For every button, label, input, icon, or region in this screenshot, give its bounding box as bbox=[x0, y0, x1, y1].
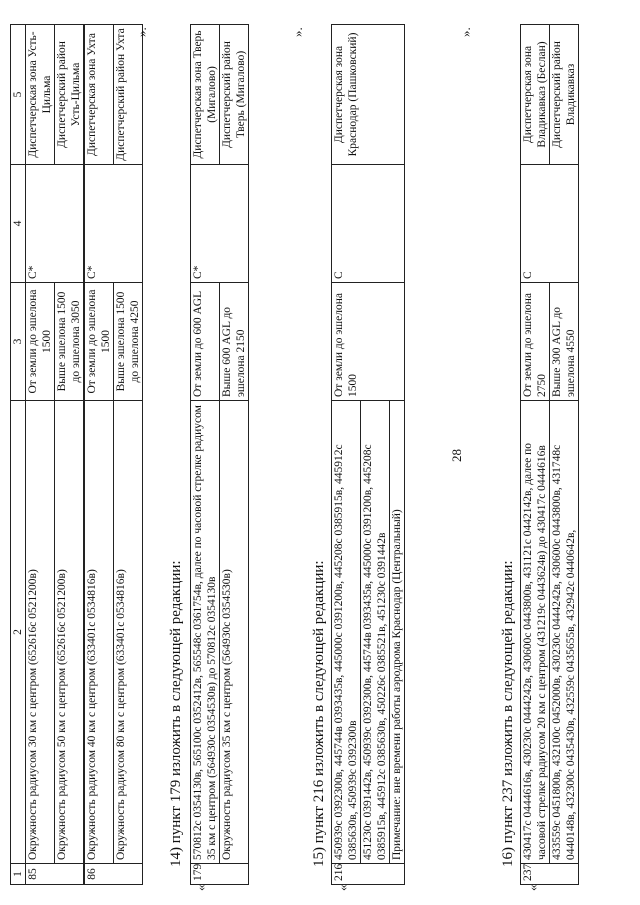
control-unit: Диспетчерский район Владикавказ bbox=[550, 25, 579, 165]
airspace-class: C* bbox=[84, 165, 143, 283]
altitude-limits: Выше 300 AGL до эшелона 4550 bbox=[550, 283, 579, 401]
item-16-heading: 16) пункт 237 изложить в следующей редакции: bbox=[500, 560, 516, 867]
airspace-class: C* bbox=[191, 165, 249, 283]
header-col-1: 1 bbox=[11, 864, 26, 885]
table-header-row bbox=[11, 25, 26, 885]
zone-description: Окружность радиусом 50 км с центром (652616с 0521200в) bbox=[55, 401, 85, 864]
control-unit: Диспетчерский район Тверь (Мигалово) bbox=[220, 25, 249, 165]
open-quote: « bbox=[335, 884, 350, 891]
control-unit: Диспетчерский район Усть-Цильма bbox=[55, 25, 85, 165]
open-quote: « bbox=[193, 884, 208, 891]
continuation-table bbox=[10, 24, 143, 885]
zone-description: Окружность радиусом 40 км с центром (633401с 0534816в) bbox=[84, 401, 114, 864]
item-14-table bbox=[190, 24, 249, 885]
control-unit: Диспетчерский район Ухта bbox=[114, 25, 143, 165]
row-number: 237 bbox=[521, 864, 579, 885]
zone-description: Окружность радиусом 80 км с центром (633401с 0534816в) bbox=[114, 401, 143, 864]
row-number: 216 bbox=[332, 864, 405, 885]
zone-description: 430417с 0444616в, 430230с 0444242в, 430600с 0443800в, 431121с 0442142в, далее по часовой стрелке радиусом 20 км с центром (431219с 0443624в) до 430417с 0444616в bbox=[521, 401, 550, 864]
zone-description: 450939с 0392300в, 445744в 0393435в, 445000с 0391200в, 445208с 0385915в, 445912с 0385630в, 450939с 0392300в bbox=[332, 401, 361, 864]
table-row bbox=[114, 25, 143, 885]
control-unit: Диспетчерская зона Ухта bbox=[84, 25, 114, 165]
table-row bbox=[26, 25, 55, 885]
airspace-class: C bbox=[332, 165, 405, 283]
altitude-limits: От земли до эшелона 1500 bbox=[26, 283, 55, 401]
close-quote: ». bbox=[458, 27, 473, 37]
close-quote: ». bbox=[134, 27, 149, 37]
zone-description: Окружность радиусом 35 км с центром (564930с 0354530в) bbox=[220, 401, 249, 864]
altitude-limits: От земли до эшелона 2750 bbox=[521, 283, 550, 401]
table-row bbox=[332, 25, 361, 885]
airspace-class: C bbox=[521, 165, 579, 283]
control-unit: Диспетчерская зона Тверь (Мигалово) bbox=[191, 25, 220, 165]
close-quote: ». bbox=[290, 27, 305, 37]
row-number: 179 bbox=[191, 864, 249, 885]
table-row bbox=[55, 25, 85, 885]
altitude-limits: От земли до 600 AGL bbox=[191, 283, 220, 401]
item-16-table bbox=[520, 24, 579, 885]
table-row bbox=[521, 25, 550, 885]
altitude-limits: Выше эшелона 1500 до эшелона 3050 bbox=[55, 283, 85, 401]
item-15-heading: 15) пункт 216 изложить в следующей редакции: bbox=[311, 560, 327, 867]
item-14-heading: 14) пункт 179 изложить в следующей редакции: bbox=[168, 560, 184, 867]
header-col-5: 5 bbox=[11, 25, 26, 165]
note-text: Примечание: вне времени работы аэродрома Краснодар (Центральный) bbox=[390, 401, 405, 864]
table-row bbox=[191, 25, 220, 885]
altitude-limits: Выше эшелона 1500 до эшелона 4250 bbox=[114, 283, 143, 401]
altitude-limits: Выше 600 AGL до эшелона 2150 bbox=[220, 283, 249, 401]
zone-description: 570812с 0354130в, 565100с 0352412в, 565548с 0361754в, далее по часовой стрелке радиусом 35 км с центром (564930с 0354530в) до 570812с 0354130в bbox=[191, 401, 220, 864]
row-number: 86 bbox=[84, 864, 143, 885]
zone-description: 433559с 0451800в, 432100с 0452000в, 430230с 0444242в, 430600с 0443800в, 431748с 0440148в, 432300с 0435430в, 432559с 0435655в, 432942с 0440642в, bbox=[550, 401, 579, 864]
airspace-class: C* bbox=[26, 165, 85, 283]
table-row bbox=[220, 25, 249, 885]
altitude-limits: От земли до эшелона 1500 bbox=[84, 283, 114, 401]
header-col-3: 3 bbox=[11, 283, 26, 401]
header-col-4: 4 bbox=[11, 165, 26, 283]
zone-description: Окружность радиусом 30 км с центром (652616с 0521200в) bbox=[26, 401, 55, 864]
control-unit: Диспетчерская зона Краснодар (Пашковский) bbox=[332, 25, 405, 165]
table-row bbox=[550, 25, 579, 885]
item-15-table bbox=[331, 24, 405, 885]
control-unit: Диспетчерская зона Усть-Цильма bbox=[26, 25, 55, 165]
open-quote: « bbox=[525, 884, 540, 891]
row-number: 85 bbox=[26, 864, 85, 885]
page-number: 28 bbox=[449, 449, 464, 462]
header-col-2: 2 bbox=[11, 401, 26, 864]
control-unit: Диспетчерская зона Владикавказ (Беслан) bbox=[521, 25, 550, 165]
table-row bbox=[84, 25, 114, 885]
zone-description: 451230с 0391442в, 450939с 0392300в, 445744в 0393435в, 445000с 0391200в, 445208с 0385915в, 445912с 0385630в, 450226с 0385521в, 451230с 0391442в bbox=[361, 401, 390, 864]
altitude-limits: От земли до эшелона 1500 bbox=[332, 283, 405, 401]
